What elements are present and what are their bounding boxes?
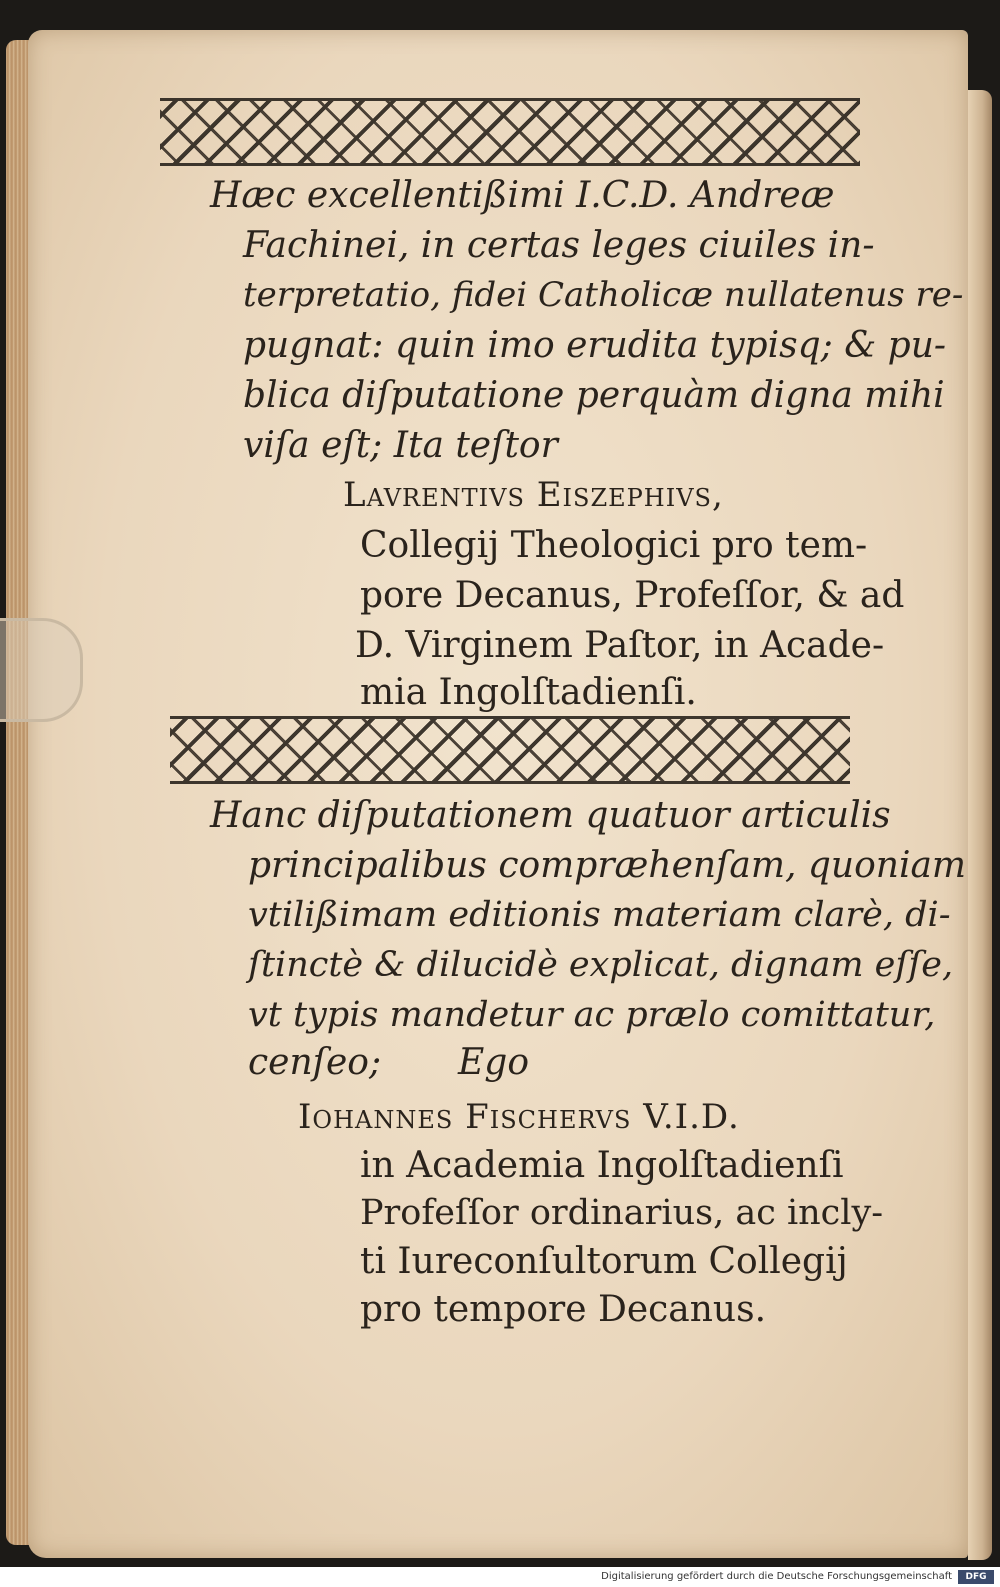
signatory-1-line-4: D. Virginem Paſtor, in Acade-	[355, 625, 885, 666]
approbation-1-line-2: Fachinei, in certas leges ciuiles in-	[243, 225, 875, 266]
approbation-2-line-5: vt typis mandetur ac prælo comittatur,	[248, 995, 936, 1035]
approbation-2-line-2: principalibus compræhenſam, quoniam	[248, 845, 967, 886]
digitization-credit: Digitalisierung gefördert durch die Deutsche Forschungsgemeinschaft	[601, 1571, 952, 1582]
dfg-logo: DFG	[958, 1570, 994, 1584]
ornament-band-middle	[170, 716, 850, 784]
signatory-1-name: Lavrentivs Eiszephivs,	[343, 475, 724, 515]
signatory-1-line-3: pore Decanus, Profeſſor, & ad	[360, 575, 905, 616]
approbation-2-line-4: ſtinctè & dilucidè explicat, dignam eſſe,	[248, 945, 954, 985]
approbation-2-line-3: vtilißimam editionis materiam clarè, di-	[248, 895, 951, 935]
approbation-1-line-4: pugnat: quin imo erudita typisq; & pu-	[243, 325, 947, 366]
approbation-2-ego: Ego	[458, 1042, 529, 1083]
signatory-2-line-3: Profeſſor ordinarius, ac incly-	[360, 1193, 884, 1233]
signatory-2-line-2: in Academia Ingolſtadienſi	[360, 1145, 844, 1186]
approbation-2-line-6: cenſeo;	[248, 1042, 382, 1083]
approbation-1-line-1: Hæc excellentißimi I.C.D. Andreæ	[210, 175, 835, 216]
approbation-1-line-6: viſa eſt; Ita teſtor	[243, 425, 558, 466]
approbation-1-line-3: terpretatio, fidei Catholicæ nullatenus re-	[243, 275, 964, 315]
signatory-2-name: Iohannes Fischervs V.I.D.	[298, 1097, 740, 1137]
approbation-2-line-1: Hanc diſputationem quatuor articulis	[210, 795, 891, 836]
signatory-1-line-2: Collegij Theologici pro tem-	[360, 525, 868, 566]
signatory-2-line-5: pro tempore Decanus.	[360, 1289, 767, 1330]
signatory-2-line-4: ti Iureconſultorum Collegij	[360, 1241, 848, 1282]
page-right-edge	[968, 90, 992, 1560]
page-clip	[0, 618, 83, 722]
approbation-1-line-5: blica diſputatione perquàm digna mihi	[243, 375, 945, 416]
signatory-1-line-5: mia Ingolſtadienſi.	[360, 672, 697, 713]
ornament-band-top	[160, 98, 860, 166]
